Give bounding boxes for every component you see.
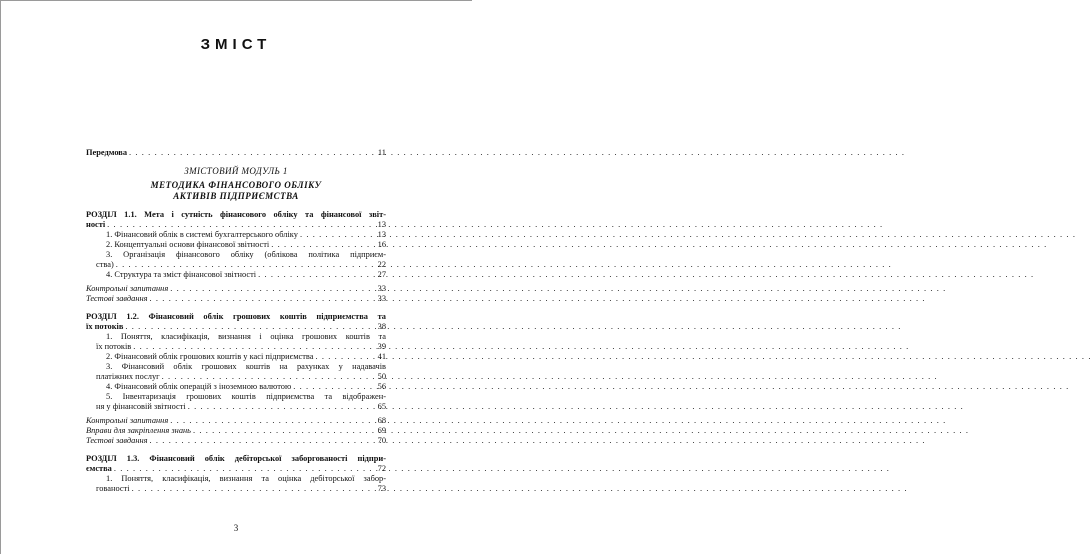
toc-section-1-3[interactable]	[86, 454, 386, 474]
toc-item[interactable]: 2. Концептуальні основи фінансової звітності . . . 16	[96, 240, 386, 250]
page-title: ЗМІСТ	[200, 36, 272, 53]
toc-entry-tests[interactable]: Тестові завдання . . . 70	[86, 436, 386, 446]
table-of-contents	[86, 148, 386, 494]
module-heading-line-2: АКТИВІВ ПІДПРИЄМСТВА	[173, 191, 299, 201]
toc-page-number: 72	[377, 464, 386, 473]
toc-entry-tests[interactable]: Тестові завдання . . . 33	[86, 294, 386, 304]
toc-item[interactable]: 1. Поняття, класифікація, визнання і оцінка грошових коштів та їх потоків . . . 39	[96, 332, 386, 352]
toc-entry-control-questions[interactable]: Контрольні запитання . . . 33	[86, 284, 386, 294]
toc-item[interactable]: 5. Інвентаризація грошових коштів підприємства та відображен- ня у фінансовій звітності . . . 65	[96, 392, 386, 412]
module-heading-line-1: МЕТОДИКА ФІНАНСОВОГО ОБЛІКУ	[150, 180, 322, 190]
module-label: ЗМІСТОВИЙ МОДУЛЬ 1	[184, 166, 288, 176]
toc-entry-control-questions[interactable]: Контрольні запитання . . . 68	[86, 416, 386, 426]
toc-item[interactable]: 3. Організація фінансового обліку (облікова політика підприєм- ства) . . . 22	[96, 250, 386, 270]
toc-entry-label: Передмова	[86, 148, 128, 157]
page-number: 3	[233, 523, 239, 533]
toc-entry-preface[interactable]	[86, 148, 386, 158]
toc-item[interactable]: 3. Фінансовий облік грошових коштів на рахунках у надавачів платіжних послуг . . . 50	[96, 362, 386, 382]
dot-leader	[129, 148, 376, 158]
toc-page-number: 13	[377, 220, 386, 229]
toc-item[interactable]: 4. Структура та зміст фінансової звітності . . . 27	[96, 270, 386, 280]
section-title-line-1: РОЗДІЛ 1.1. Мета і сутність фінансового обліку та фінансової звіт-	[86, 210, 386, 219]
toc-item[interactable]: 2. Фінансовий облік грошових коштів у касі підприємства . . . 41	[96, 352, 386, 362]
section-title-line-2: ності	[86, 220, 106, 229]
toc-item[interactable]: 4. Фінансовий облік операцій з іноземною валютою . . . 56	[96, 382, 386, 392]
dot-leader	[114, 464, 376, 474]
toc-section-1-1[interactable]	[86, 210, 386, 230]
section-title-line-1: РОЗДІЛ 1.2. Фінансовий облік грошових коштів підприємства та	[86, 312, 386, 321]
section-title-line-2: ємства	[86, 464, 112, 473]
toc-page-number: 11	[377, 148, 386, 157]
toc-item[interactable]: 1. Фінансовий облік в системі бухгалтерського обліку . . . 13	[96, 230, 386, 240]
toc-item[interactable]: 1. Поняття, класифікація, визнання та оцінка дебіторської забор- гованості . . . 73	[96, 474, 386, 494]
toc-entry-exercises[interactable]: Вправи для закріплення знань . . . 69	[86, 426, 386, 436]
dot-leader	[125, 322, 375, 332]
toc-section-1-2[interactable]	[86, 312, 386, 332]
section-title-line-2: їх потоків	[86, 322, 124, 331]
toc-page-number: 38	[377, 322, 386, 331]
section-title-line-1: РОЗДІЛ 1.3. Фінансовий облік дебіторської заборгованості підпри-	[86, 454, 386, 463]
dot-leader	[107, 220, 375, 230]
